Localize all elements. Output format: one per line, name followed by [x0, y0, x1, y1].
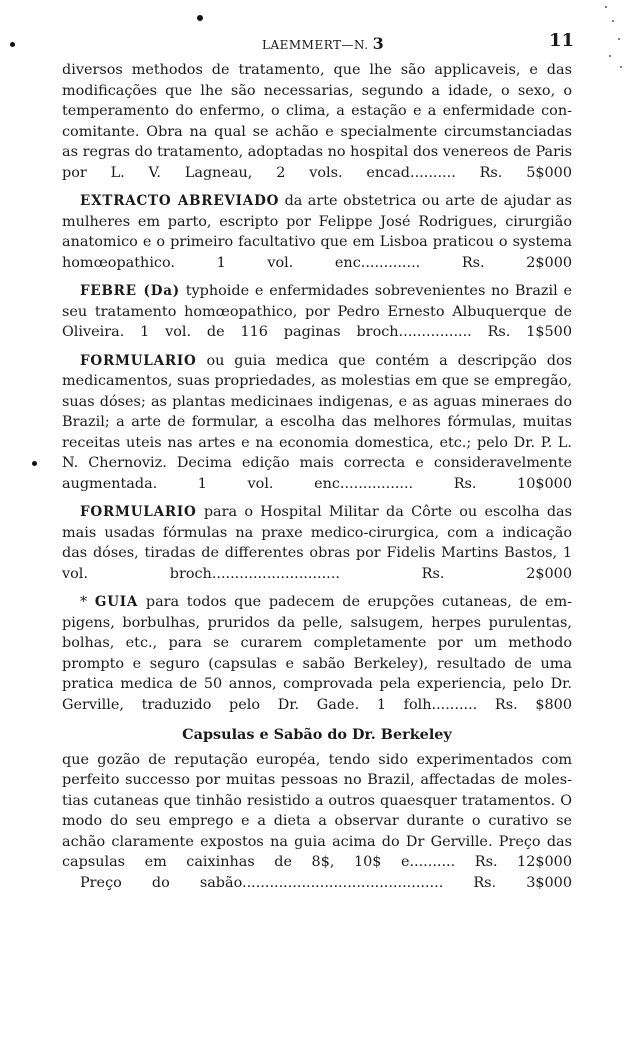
entry-text: ou guia medica que contém a descripção dos medicamentos, suas propriedades, as molestias em que se empregão, suas dóses; as plantas medicinaes indigenas, e as aguas mineraes do Brazil; a arte de formular, a escolha das melhores fórmulas, muitas receitas uteis nas artes e na economia domestica, etc.; pelo Dr. P. L. N. Chernoviz. Decima edição mais correcta e consideravelmente augmentada. 1 vol. enc................ Rs. 10$000 — [62, 352, 572, 492]
ink-dot — [10, 42, 15, 47]
section-paragraph: que gozão de reputação européa, tendo sido experimentados com perfeito successo por muitas pessoas no Brazil, affectadas de molestias cutaneas que tinhão resistido a outros quaesquer tratamentos. O modo do seu emprego e a dieta a observar durante o curativo se achão claramente expostos na guia acima do Dr Gerville. Preço das capsulas em caixinhas de 8$, 10$ e.......... Rs. 12$000 — [62, 751, 572, 870]
entry-title: FORMULARIO — [80, 352, 197, 369]
entry-guia — [62, 592, 572, 715]
entry-text: da arte obstetrica ou arte de ajudar as mulheres em parto, escripto por Felippe José Rodrigues, cirurgião anatomico e o primeiro facultativo que em Lisboa praticou o systema homœopathico. 1 vol. enc............. Rs. 2$000 — [62, 193, 572, 271]
section-heading: Capsulas e Sabão do Dr. Berkeley — [182, 726, 452, 743]
scan-speck — [612, 20, 614, 22]
page-number: 11 — [548, 30, 574, 51]
entry-title: FEBRE (Da) — [80, 283, 180, 299]
entry-prefix: * — [80, 594, 95, 610]
entry-text: para todos que padecem de erupções cutaneas, de empigens, borbulhas, pruridos da pelle, salsugem, herpes purulentas, bolhas, etc., para se curarem completamente por um methodo prompto e seguro (capsulas e sabão Berkeley), resultado de uma pratica medica de 50 annos, comprovada pela experiencia, pelo Dr. Gerville, traduzido pelo Dr. Gade. 1 folh.......... Rs. $800 — [62, 594, 572, 713]
scan-speck — [605, 6, 607, 8]
entry-title: GUIA — [94, 594, 139, 610]
entry-text: typhoide e enfermidades sobrevenientes no Brazil e seu tratamento homœopathico, por Pedro Ernesto Albuquerque de Oliveira. 1 vol. de 116 paginas broch................ Rs. 1$500 — [62, 283, 572, 340]
entry-title: FORMULARIO — [80, 504, 197, 520]
entry-formulario-hospital — [62, 502, 572, 584]
section-last-line: Preço do sabão............................................ Rs. 3$000 — [80, 874, 572, 891]
page-body — [62, 60, 572, 893]
scan-speck — [620, 66, 622, 68]
scan-speck — [618, 38, 620, 40]
issue-number: 3 — [372, 34, 385, 53]
entry-formulario-chernoviz — [62, 351, 572, 495]
scan-speck — [609, 55, 611, 57]
entry-febre — [62, 281, 572, 343]
running-title: LAEMMERT—N. 3 — [262, 34, 385, 53]
ink-dot — [32, 461, 37, 466]
entry-title: EXTRACTO ABREVIADO — [80, 193, 280, 209]
page-header — [62, 28, 574, 54]
entry-text: para o Hospital Militar da Côrte ou escolha das mais usadas fórmulas na praxe medico-cirurgica, com a indicação das dóses, tiradas de differentes obras por Fidelis Martins Bastos, 1 vol. broch............................ Rs. 2$000 — [62, 504, 572, 582]
intro-paragraph: diversos methodos de tratamento, que lhe são applicaveis, e das modificações que lhe são necessarias, segundo a idade, o sexo, o temperamento do enfermo, o clima, a estação e a enfermidade concomitante. Obra na qual se achão e specialmente circumstanciadas as regras do tratamento, adoptadas no hospital dos venereos de Paris por L. V. Lagneau, 2 vols. encad.......... Rs. 5$000 — [62, 62, 572, 181]
entry-extracto — [62, 191, 572, 273]
ink-dot — [197, 15, 203, 21]
